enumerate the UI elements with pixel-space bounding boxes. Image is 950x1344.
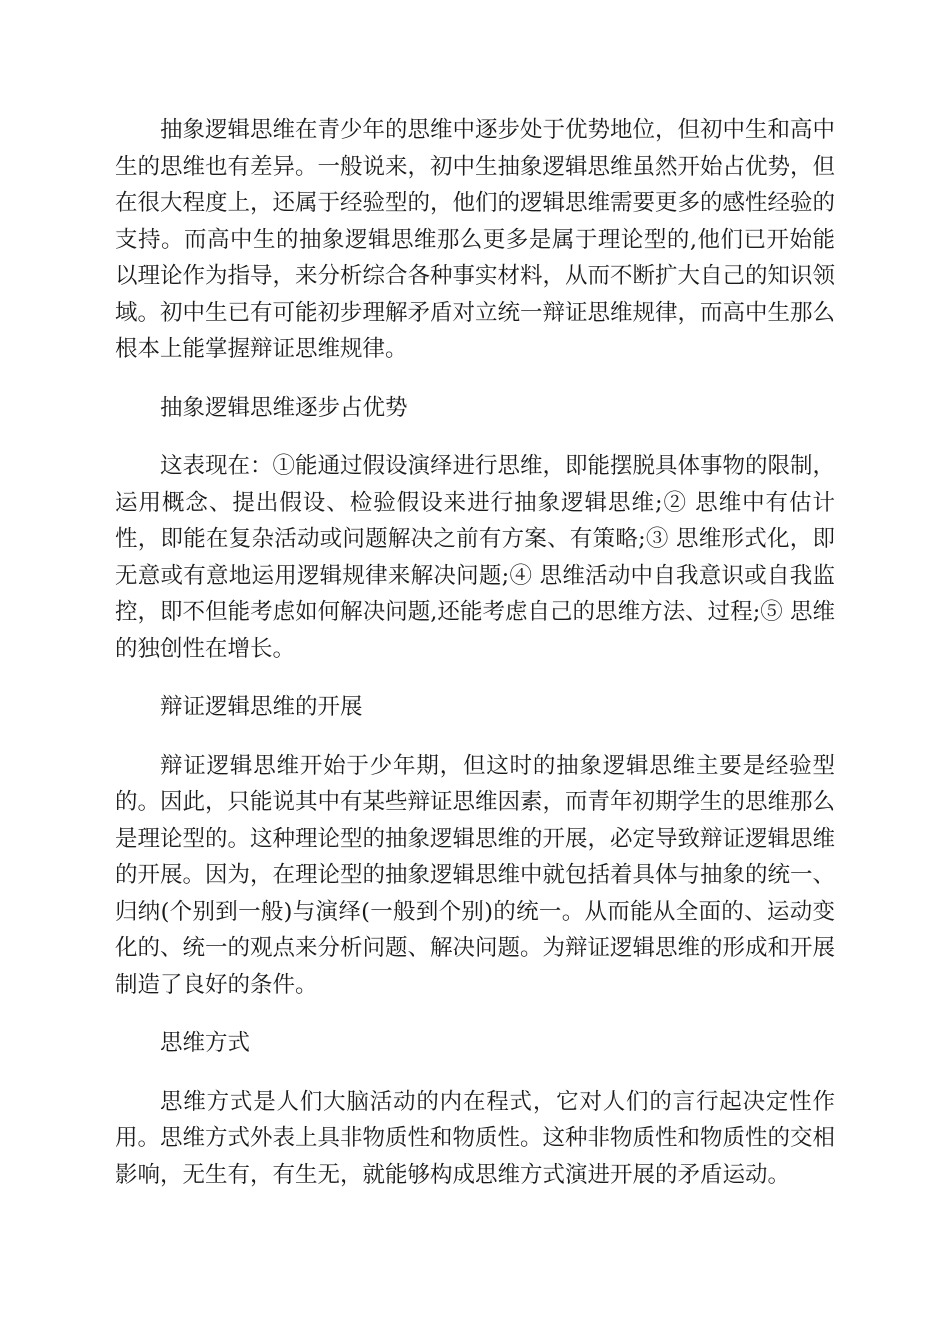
paragraph-dialectical-logic: 辩证逻辑思维开始于少年期，但这时的抽象逻辑思维主要是经验型的。因此，只能说其中有某些辩证思维因素，而青年初期学生的思维那么是理论型的。这种理论型的抽象逻辑思维的开展，必定导致辩证逻辑思维的开展。因为，在理论型的抽象逻辑思维中就包括着具体与抽象的统一、归纳(个别到一般)与演绎(一般到个别)的统一。从而能从全面的、运动变化的、统一的观点来分析问题、解决问题。为辩证逻辑思维的形成和开展制造了良好的条件。: [115, 752, 836, 998]
paragraph-spacer: [115, 667, 835, 689]
paragraph-thinking-mode: 思维方式是人们大脑活动的内在程式，它对人们的言行起决定性作用。思维方式外表上具非物质性和物质性。这种非物质性和物质性的交相影响，无生有，有生无，就能够构成思维方式演进开展的矛盾运动。: [115, 1088, 836, 1188]
document-body: [115, 112, 835, 1193]
paragraph-abstract-logic-intro: 抽象逻辑思维在青少年的思维中逐步处于优势地位，但初中生和高中生的思维也有差异。一般说来，初中生抽象逻辑思维虽然开始占优势，但在很大程度上，还属于经验型的，他们的逻辑思维需要更多的感性经验的支持。而高中生的抽象逻辑思维那么更多是属于理论型的,他们已开始能以理论作为指导，来分析综合各种事实材料，从而不断扩大自己的知识领域。初中生已有可能初步理解矛盾对立统一辩证思维规律，而高中生那么根本上能掌握辩证思维规律。: [115, 117, 836, 362]
paragraph-spacer: [115, 1003, 835, 1025]
heading-abstract-logic-dominance: 抽象逻辑思维逐步占优势: [160, 394, 408, 421]
paragraph-spacer: [115, 368, 835, 390]
paragraph-spacer: [115, 426, 835, 448]
paragraph-spacer: [115, 1062, 835, 1084]
heading-thinking-mode: 思维方式: [160, 1030, 251, 1056]
heading-dialectical-logic-development: 辩证逻辑思维的开展: [160, 694, 363, 720]
paragraph-manifestations: 这表现在：①能通过假设演绎进行思维，即能摆脱具体事物的限制，运用概念、提出假设、检验假设来进行抽象逻辑思维;② 思维中有估计性，即能在复杂活动或问题解决之前有方案、有策略;③ 思维形式化，即无意或有意地运用逻辑规律来解决问题;④ 思维活动中自我意识或自我监控，即不但能考虑如何解决问题,还能考虑自己的思维方法、过程;⑤ 思维的独创性在增长。: [115, 453, 836, 662]
paragraph-spacer: [115, 726, 835, 748]
